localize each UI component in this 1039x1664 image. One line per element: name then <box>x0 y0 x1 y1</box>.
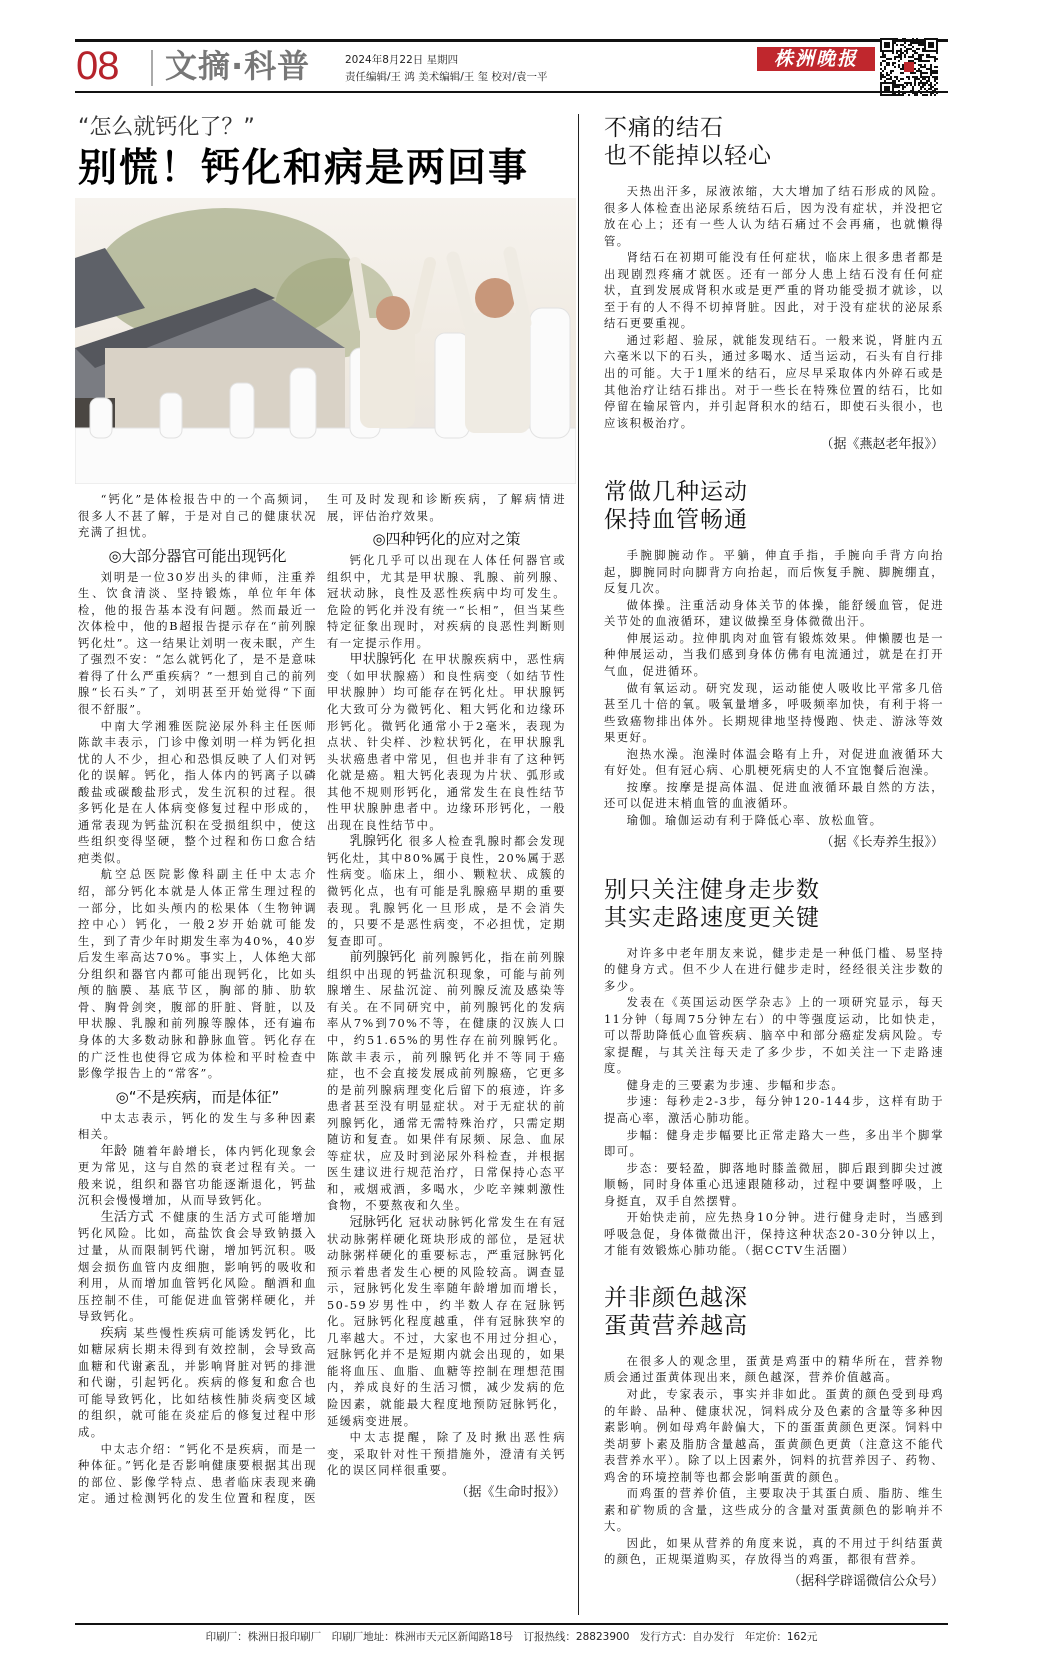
paragraph-lead: 年龄 <box>100 1143 128 1159</box>
title-line: 并非颜色越深 <box>604 1284 748 1311</box>
paragraph-lead: 冠脉钙化 <box>349 1214 403 1230</box>
paragraph: 伸展运动。拉伸肌肉对血管有锻炼效果。伸懒腰也是一种伸展运动，当我们感到身体仿佛有电流通过，就是在打开气血，促进循环。 <box>604 631 944 679</box>
article-source: （据《燕赵老年报》） <box>820 437 944 453</box>
paragraph-lead: 乳腺钙化 <box>349 834 403 850</box>
side-article-egg-yolk <box>604 1284 944 1591</box>
side-article-title <box>604 114 944 170</box>
title-line: 保持血管畅通 <box>604 507 748 534</box>
paragraph-text: 某些慢性疾病可能诱发钙化，比如糖尿病长期未得到有效控制，会导致高血糖和代谢紊乱，并影响肾脏对钙的排泄和代谢，引起钙化。疾病的修复和愈合也可能导致钙化，比如结核性肺炎病变区域的组织，就可能在炎症后的修复过程中形成。 <box>78 1326 317 1439</box>
main-article-body <box>78 492 566 1508</box>
issue-date: 2024年8月22日 星期四 <box>345 54 459 66</box>
side-article-title <box>604 478 944 534</box>
section-subheading: ◎四种钙化的应对之策 <box>372 530 521 549</box>
title-line: 不痛的结石 <box>604 115 724 141</box>
title-line: 别只关注健身走步数 <box>604 876 820 903</box>
paragraph: 泡热水澡。泡澡时体温会略有上升，对促进血液循环大有好处。但有冠心病、心肌梗死病史的人不宜饱餐后泡澡。 <box>604 747 944 778</box>
paragraph-text: 冠状动脉钙化常发生在有冠状动脉粥样硬化斑块形成的部位，是冠状动脉粥样硬化的重要标志，严重冠脉钙化预示着患者发生心梗的风险较高。调查显示，冠脉钙化发生率随年龄增加而增长，50-59岁男性中，约半数人存在冠脉钙化。冠脉钙化程度越重，伴有冠脉狭窄的几率越大。不过，大家也不用过分担心，冠脉钙化并不是短期内就会出现的，如果能将血压、血脂、血糖等控制在理想范围内，养成良好的生活习惯，减少发病的危险因素，就能最大程度地预防冠脉钙化，延缓病变进展。 <box>327 1215 566 1428</box>
paragraph-text: 很多人检查乳腺时都会发现钙化灶，其中80%属于良性，20%属于恶性病变。临床上，细小、颗粒状、成簇的微钙化点，也有可能是乳腺癌早期的重要表现。乳腺钙化一旦形成，是不会消失的，只要不是恶性病变，不必担忧，定期复查即可。 <box>327 835 566 948</box>
paragraph-text: 在甲状腺疾病中，恶性病变（如甲状腺癌）和良性病变（如结节性甲状腺肿）均可能存在钙化灶。甲状腺钙化大致可分为微钙化、粗大钙化和边缘环形钙化。微钙化通常小于2毫米，表现为点状、针尖样、沙粒状钙化，在甲状腺乳头状癌患者中常见，但也并非有了这种钙化就是癌。粗大钙化表现为片状、弧形或其他不规则形钙化，通常发生在良性结节性甲状腺肿患者中。边缘环形钙化，一般出现在良性结节中。 <box>327 653 566 832</box>
paragraph <box>78 1326 317 1442</box>
page-content <box>75 0 948 1615</box>
paragraph: 瑜伽。瑜伽运动有利于降低心率、放松血管。 <box>626 813 883 827</box>
paragraph: 步速：每秒走2-3步，每分钟120-144步，这样有助于提高心率，激活心肺功能。 <box>604 1095 944 1125</box>
paragraph-lead: 甲状腺钙化 <box>349 652 417 668</box>
paragraph <box>78 1210 317 1326</box>
article-kicker: “怎么就钙化了？” <box>78 115 255 140</box>
paragraph: 因此，如果从营养的角度来说，真的不用过于纠结蛋黄的颜色，正规渠道购买，存放得当的鸡蛋，都很有营养。 <box>604 1536 944 1567</box>
side-article-walking-speed <box>604 876 944 1260</box>
main-article <box>75 110 577 1615</box>
paragraph: 航空总医院影像科副主任中太志介绍，部分钙化本就是人体正常生理过程的一部分，比如头颅内的松果体（生物钟调控中心）钙化，一般2岁开始就可能发生，到了青少年时期发生率为40%，40岁后发生率高达70%。事实上，人体绝大部分组织和器官内都可能出现钙化，比如头颅的脑膜、基底节区，胸部的肺、肋软骨、胸骨剑突，腹部的肝脏、肾脏，以及甲状腺、乳腺和前列腺等腺体，还有遍布身体的大多数动脉和静脉血管。钙化存在的广泛性也使得它成为体检和平时检查中影像学报告上的“常客”。 <box>78 868 317 1081</box>
title-line: 也不能掉以轻心 <box>604 143 772 169</box>
paragraph-text: 随着年龄增长，体内钙化现象会更为常见，这与自然的衰老过程有关。一般来说，组织和器官功能逐渐退化，钙盐沉积会慢慢增加，从而导致钙化。 <box>78 1144 317 1208</box>
paragraph: 刘明是一位30岁出头的律师，注重养生、饮食清淡、坚持锻炼，单位年年体检，他的报告基本没有问题。然而最近一次体检中，他的B超报告提示存在“前列腺钙化灶”。这一结果让刘明一夜未眠，产生了强烈不安：“怎么就钙化了，是不是意味着得了什么严重疾病？”一想到自己的前列腺“长石头”了，刘明甚至开始觉得“下面很不舒服”。 <box>78 570 317 717</box>
paragraph <box>78 1144 317 1210</box>
paragraph: 天热出汗多，尿液浓缩，大大增加了结石形成的风险。很多人体检查出泌尿系统结石后，因为没有症状，并没把它放在心上；还有一些人认为结石痛过不会再痛，也就懒得管。 <box>604 185 944 248</box>
article-headline: 别慌！钙化和病是两回事 <box>78 146 530 191</box>
paragraph: “钙化”是体检报告中的一个高频词，很多人不甚了解，于是对自己的健康状况充满了担忧。 <box>78 493 317 540</box>
footer-print-info: 印刷厂：株洲日报印刷厂 印刷厂地址：株洲市天元区新闻路18号 订报热线：28823900 发行方式：自办发行 年定价：162元 <box>205 1631 818 1643</box>
paragraph: 做体操。注重活动身体关节的体操，能舒缓血管，促进关节处的血液循环，建议做操至身体微微出汗。 <box>604 598 944 629</box>
paragraph: 而鸡蛋的营养价值，主要取决于其蛋白质、脂肪、维生素和矿物质的含量，这些成分的含量对蛋黄颜色的影响并不大。 <box>604 1487 944 1534</box>
exercise-photo-illustration <box>75 198 576 484</box>
paragraph-lead: 生活方式 <box>100 1209 154 1225</box>
paragraph <box>327 652 566 834</box>
paragraph: 开始快走前，应先热身10分钟。进行健身走时，当感到呼吸急促，身体微微出汗，保持这种状态20-30分钟以上，才能有效锻炼心肺功能。（据CCTV生活圈） <box>604 1211 944 1258</box>
paragraph: 通过彩超、验尿，就能发现结石。一般来说，肾脏内五六毫米以下的石头，通过多喝水、适当运动，石头有自行排出的可能。大于1厘米的结石，应尽早采取体内外碎石或是其他治疗让结石排出。对于一些长在特殊位置的结石，比如停留在输尿管内，并引起肾积水的结石，即使石头很小，也应该积极治疗。 <box>604 333 944 430</box>
paragraph: 中南大学湘雅医院泌尿外科主任医师陈歆丰表示，门诊中像刘明一样为钙化担忧的人不少，担心和恐惧反映了人们对钙化的误解。钙化，指人体内的钙离子以磷酸盐或碳酸盐形式，发生沉积的过程。很多钙化是在人体病变修复过程中形成的，通常表现为钙盐沉积在受损组织中，使这些组织变得坚硬，整个过程和伤口愈合结疤类似。 <box>78 719 317 865</box>
paragraph: 按摩。按摩是提高体温、促进血液循环最自然的方法，还可以促进末梢血管的血液循环。 <box>604 780 944 811</box>
footer <box>75 1623 948 1664</box>
paragraph: 步态：要轻盈，脚落地时膝盖微屈，脚后跟到脚尖过渡顺畅，同时身体重心迅速跟随移动，过程中要调整呼吸，上身挺直，双手自然摆臂。 <box>604 1161 944 1208</box>
paragraph: 对许多中老年朋友来说，健步走是一种低门槛、易坚持的健身方式。但不少人在进行健步走时，经经很关注步数的多少。 <box>604 946 944 993</box>
side-article-kidney-stones <box>604 114 944 454</box>
side-article-title <box>604 876 944 932</box>
paragraph <box>327 1215 566 1430</box>
paragraph <box>327 834 566 950</box>
paragraph-lead: 疾病 <box>100 1325 128 1341</box>
paragraph: 中太志表示，钙化的发生与多种因素相关。 <box>78 1111 317 1142</box>
paragraph: 健身走的三要素为步速、步幅和步态。 <box>626 1078 845 1092</box>
section-subheading: ◎大部分器官可能出现钙化 <box>108 546 287 565</box>
article-source: （据《生命时报》） <box>455 1484 566 1500</box>
section-subheading: ◎“不是疾病，而是体征” <box>115 1087 280 1106</box>
paragraph-text: 前列腺钙化，指在前列腺组织中出现的钙盐沉积现象，可能与前列腺增生、尿盐沉淀、前列腺反流及感染等有关。在不同研究中，前列腺钙化的发病率从7%到70%不等，在健康的汉族人口中，约51.65%的男性存在前列腺钙化。陈歆丰表示，前列腺钙化并不等同于癌症，也不会直接发展成前列腺癌，它更多的是前列腺病理变化后留下的痕迹，许多患者甚至没有明显症状。对于无症状的前列腺钙化，通常无需特殊治疗，只需定期随访和复查。如果伴有尿频、尿急、血尿等症状，应及时到泌尿外科检查，并根据医生建议进行规范治疗，日常保持心态平和，戒烟戒酒，多喝水，少吃辛辣刺激性食物，不要熬夜和久坐。 <box>327 951 566 1213</box>
article-source: （据科学辟谣微信公众号） <box>787 1574 944 1589</box>
paragraph: 肾结石在初期可能没有任何症状，临床上很多患者都是出现剧烈疼痛才就医。还有一部分人患上结石没有任何症状，直到发展成肾积水或是更严重的肾功能受损才就诊，以至于有的人不得不切掉肾脏。因此，对于没有症状的泌尿系结石更要重视。 <box>604 251 944 331</box>
title-line: 其实走路速度更关键 <box>604 904 820 931</box>
editors-credit: 责任编辑/王 鸿 美术编辑/王 玺 校对/袁一平 <box>345 71 548 83</box>
article-photo <box>75 198 576 484</box>
newspaper-logo: 株洲晚报 <box>757 47 875 71</box>
footer-rule <box>75 1623 948 1625</box>
paragraph-lead: 前列腺钙化 <box>349 950 417 966</box>
paragraph: 对此，专家表示，事实并非如此。蛋黄的颜色受到母鸡的年龄、品种、健康状况，饲料成分及色素的含量等多种因素影响。例如母鸡年龄偏大，下的蛋蛋黄颜色更深。饲料中类胡萝卜素及脂肪含量越高，蛋黄颜色更黄（注意这不能代表营养水平）。除了以上因素外，饲料的抗营养因子、药物、鸡舍的环境控制等也都会影响蛋黄的颜色。 <box>604 1387 944 1484</box>
paragraph <box>327 950 566 1215</box>
title-line: 常做几种运动 <box>604 479 748 506</box>
paragraph: 做有氧运动。研究发现，运动能使人吸收比平常多几倍甚至几十倍的氧。吸氧量增多，呼吸频率加快，有利于将一些致癌物排出体外。长期规律地坚持慢跑、快走、游泳等效果更好。 <box>604 681 944 745</box>
paragraph: 在很多人的观念里，蛋黄是鸡蛋中的精华所在，营养物质会通过蛋黄体现出来，颜色越深，营养价值越高。 <box>604 1354 944 1385</box>
side-article-title <box>604 1284 944 1340</box>
paragraph: 钙化几乎可以出现在人体任何器官或组织中，尤其是甲状腺、乳腺、前列腺、冠状动脉，良性及恶性疾病中均可发生。危险的钙化并没有统一“长相”，但当某些特定征象出现时，对疾病的良恶性判断则有一定提示作用。 <box>327 554 566 650</box>
paragraph-text: 不健康的生活方式可能增加钙化风险。比如，高盐饮食会导致钠摄入过量，从而限制钙代谢，增加钙沉积。吸烟会损伤血管内皮细胞，影响钙的吸收和利用，从而增加血管钙化风险。酗酒和血压控制不佳，可能促进血管粥样硬化，并导致钙化。 <box>78 1210 317 1324</box>
paragraph: 步幅：健身走步幅要比正常走路大一些，多出半个脚掌即可。 <box>604 1128 944 1159</box>
side-articles <box>604 110 944 1615</box>
section-title: 文摘·科普 <box>165 47 311 85</box>
title-line: 蛋黄营养越高 <box>604 1312 748 1339</box>
paragraph: 中太志提醒，除了及时揪出恶性病变，采取针对性干预措施外，澄清有关钙化的误区同样很重要。 <box>327 1431 566 1478</box>
paragraph: 手腕脚腕动作。平躺，伸直手指，手腕向手背方向抬起，脚腕同时向脚背方向抬起，而后恢复手腕、脚腕绷直，反复几次。 <box>604 549 944 596</box>
paragraph: 中太志介绍：“钙化不是疾病，而是一种体征。”钙化是否影响健康要根据其出现的部位、影像学特点、患者临床表现来确定。通过检测钙化的发生位置和程度，医生可及时发现和诊断疾病，了解病情进展，评估治疗效果。 <box>78 493 566 1506</box>
paragraph: 发表在《英国运动医学杂志》上的一项研究显示，每天11分钟（每周75分钟左右）的中等强度运动，比如快走，可以帮助降低心血管疾病、脑卒中和部分癌症发病风险。专家提醒，与其关注每天走了多少步，不如关注一下走路速度。 <box>604 996 944 1076</box>
page-number: 08 <box>76 44 119 88</box>
side-article-blood-vessels <box>604 478 944 851</box>
article-source: （据《长寿养生报》） <box>820 834 944 850</box>
column-divider <box>578 114 579 1615</box>
